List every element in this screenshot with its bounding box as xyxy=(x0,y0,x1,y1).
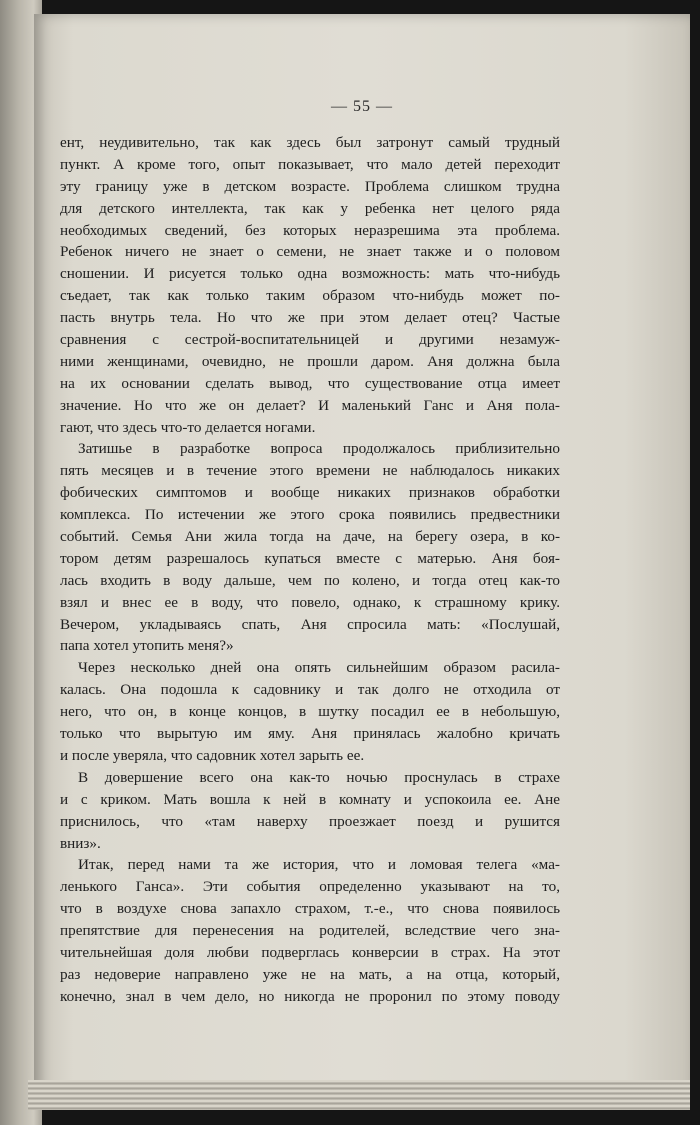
text-line: ними женщинами, очевидно, не прошли даром. Аня должна была xyxy=(60,352,560,370)
text-line: калась. Она подошла к садовнику и так долго не отходила от xyxy=(60,681,560,699)
text-line: гают, что здесь что-то делается ногами. xyxy=(60,418,316,436)
text-line: Ребенок ничего не знает о семени, не знает также и о половом xyxy=(60,243,560,261)
text-line: и с криком. Мать вошла к ней в комнату и успокоила ее. Ане xyxy=(60,790,560,808)
text-line: фобических симптомов и вообще никаких признаков обработки xyxy=(60,484,560,502)
text-line: тором детям разрешалось купаться вместе с матерью. Аня боя- xyxy=(60,549,560,567)
text-line: эту границу уже в детском возрасте. Проблема слишком трудна xyxy=(60,177,560,195)
text-line: конечно, знал в чем дело, но никогда не проронил по этому поводу xyxy=(60,987,560,1005)
text-line: ленького Ганса». Эти события определенно указывают на то, xyxy=(60,878,560,896)
text-line: чительнейшая доля любви подверглась конверсии в страх. На этот xyxy=(60,943,560,961)
stacked-page-edges xyxy=(28,1080,690,1110)
text-line: пять месяцев и в течение этого времени не наблюдалось никаких xyxy=(60,462,560,480)
text-line: Затишье в разработке вопроса продолжалось приблизительно xyxy=(78,440,560,458)
text-line: раз недоверие направлено уже не на мать, а на отца, который, xyxy=(60,965,560,983)
text-line: Вечером, укладываясь спать, Аня спросила мать: «Послушай, xyxy=(60,615,560,633)
text-line: и после уверяла, что садовник хотел зарыть ее. xyxy=(60,746,365,764)
text-line: съедает, так как только таким образом что-нибудь может по- xyxy=(60,287,560,305)
page-number: — 55 — xyxy=(331,98,393,115)
text-line: Итак, перед нами та же история, что и ломовая телега «ма- xyxy=(78,856,560,874)
text-line: взял и внес ее в воду, что повело, однако, к страшному крику. xyxy=(60,593,560,611)
text-line: В довершение всего она как-то ночью проснулась в страхе xyxy=(78,768,560,786)
text-line: что в воздухе снова запахло страхом, т.-е., что снова появилось xyxy=(60,900,560,918)
text-line: пасть внутрь тела. Но что же при этом делает отец? Частые xyxy=(60,309,560,327)
text-line: комплекса. По истечении же этого срока появились предвестники xyxy=(60,506,560,524)
text-line: вниз». xyxy=(60,834,101,852)
text-line: ент, неудивительно, так как здесь был затронут самый трудный xyxy=(60,134,560,151)
text-line: пункт. А кроме того, опыт показывает, что мало детей переходит xyxy=(60,155,560,173)
text-line: необходимых сведений, без которых неразрешима эта проблема. xyxy=(60,221,560,239)
text-line: событий. Семья Ани жила тогда на даче, на берегу озера, в ко- xyxy=(60,528,560,546)
text-line: препятствие для перенесения на родителей, вследствие чего зна- xyxy=(60,922,560,940)
text-line: папа хотел утопить меня?» xyxy=(60,637,234,655)
text-line: него, что он, в конце концов, в шутку посадил ее в небольшую, xyxy=(60,703,560,721)
text-line: сравнения с сестрой-воспитательницей и другими незамуж- xyxy=(60,331,560,349)
text-line: значение. Но что же он делает? И маленький Ганс и Аня пола- xyxy=(60,396,560,414)
text-line: сношении. И рисуется только одна возможность: мать что-нибудь xyxy=(60,265,560,283)
text-line: для детского интеллекта, так как у ребенка нет целого ряда xyxy=(60,199,560,217)
text-line: лась входить в воду дальше, чем по колено, и тогда отец как-то xyxy=(60,571,560,589)
text-line: только что вырытую им яму. Аня принялась жалобно кричать xyxy=(60,725,560,743)
text-line: Через несколько дней она опять сильнейшим образом расила- xyxy=(78,659,560,677)
page-body-text xyxy=(60,132,560,1008)
text-line: на их основании сделать вывод, что существование отца имеет xyxy=(60,374,560,392)
text-line: приснилось, что «там наверху проезжает поезд и рушится xyxy=(60,812,560,830)
book-page xyxy=(34,14,690,1094)
